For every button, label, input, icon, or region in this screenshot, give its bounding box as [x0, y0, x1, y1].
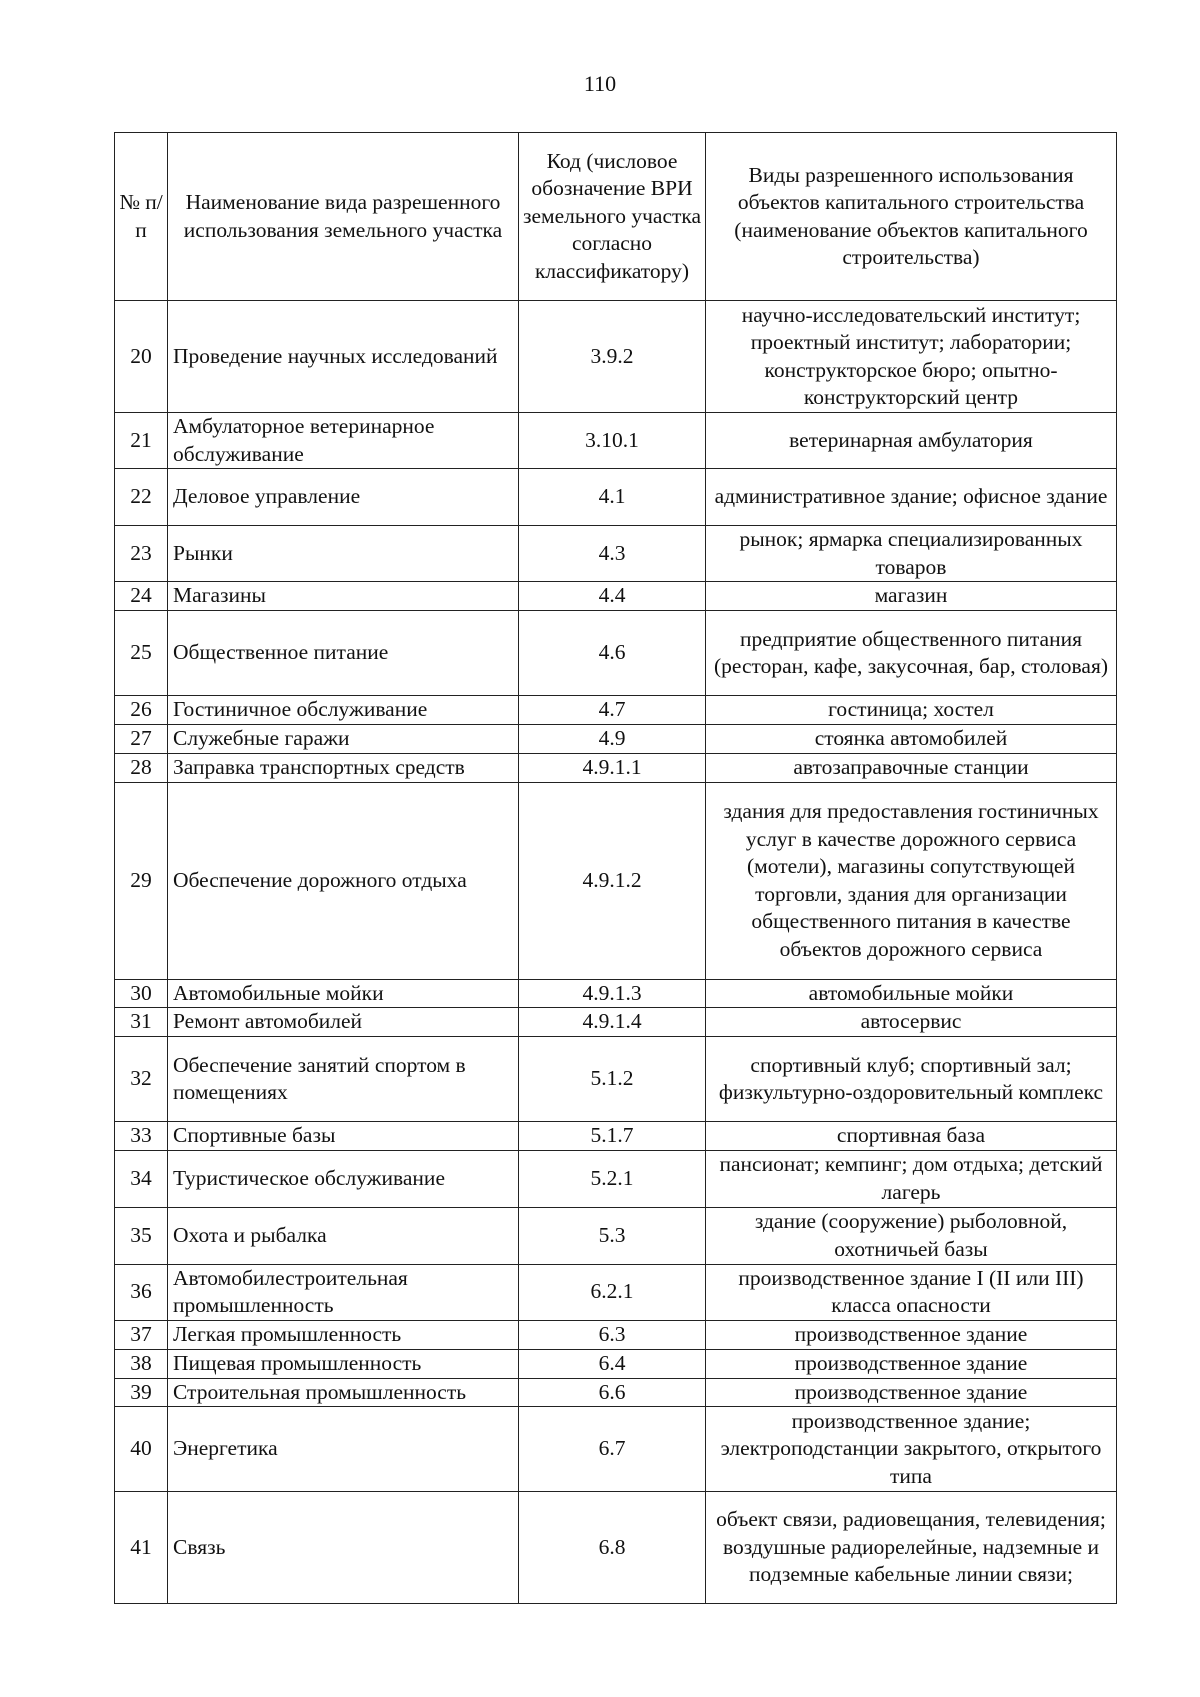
- row-code: 3.9.2: [519, 301, 706, 413]
- row-code: 6.3: [519, 1320, 706, 1349]
- row-num: 32: [115, 1037, 168, 1122]
- row-objects: стоянка автомобилей: [706, 724, 1117, 753]
- row-name: Рынки: [168, 526, 519, 582]
- table-row: [115, 301, 1117, 413]
- table-row: [115, 1349, 1117, 1378]
- row-code: 5.1.2: [519, 1037, 706, 1122]
- row-objects: автомобильные мойки: [706, 979, 1117, 1008]
- row-name: Служебные гаражи: [168, 724, 519, 753]
- table-row: [115, 696, 1117, 725]
- table-row: [115, 1407, 1117, 1492]
- row-objects: объект связи, радиовещания, телевидения; воздушные радиорелейные, надземные и подземные кабельные линии связи;: [706, 1492, 1117, 1604]
- row-name: Гостиничное обслуживание: [168, 696, 519, 725]
- row-name: Автомобильные мойки: [168, 979, 519, 1008]
- header-objects: Виды разрешенного использования объектов капитального строительства (наименование объектов капитального строительства): [706, 133, 1117, 301]
- row-num: 24: [115, 582, 168, 611]
- table-row: [115, 1378, 1117, 1407]
- row-name: Магазины: [168, 582, 519, 611]
- row-name: Охота и рыбалка: [168, 1207, 519, 1264]
- row-code: 4.9.1.4: [519, 1008, 706, 1037]
- row-num: 33: [115, 1122, 168, 1151]
- row-num: 34: [115, 1150, 168, 1207]
- row-name: Автомобилестроительная промышленность: [168, 1264, 519, 1320]
- table-row: [115, 979, 1117, 1008]
- row-objects: магазин: [706, 582, 1117, 611]
- row-code: 4.1: [519, 469, 706, 526]
- row-objects: административное здание; офисное здание: [706, 469, 1117, 526]
- row-code: 5.3: [519, 1207, 706, 1264]
- row-name: Заправка транспортных средств: [168, 753, 519, 782]
- header-code: Код (числовое обозначение ВРИ земельного участка согласно классификатору): [519, 133, 706, 301]
- row-num: 27: [115, 724, 168, 753]
- row-objects: спортивный клуб; спортивный зал; физкультурно-оздоровительный комплекс: [706, 1037, 1117, 1122]
- row-code: 6.4: [519, 1349, 706, 1378]
- row-num: 22: [115, 469, 168, 526]
- row-objects: производственное здание; электроподстанции закрытого, открытого типа: [706, 1407, 1117, 1492]
- row-name: Строительная промышленность: [168, 1378, 519, 1407]
- row-code: 4.9: [519, 724, 706, 753]
- row-num: 20: [115, 301, 168, 413]
- row-code: 6.8: [519, 1492, 706, 1604]
- row-objects: предприятие общественного питания (ресторан, кафе, закусочная, бар, столовая): [706, 611, 1117, 696]
- row-name: Общественное питание: [168, 611, 519, 696]
- table-row: [115, 1207, 1117, 1264]
- table-row: [115, 753, 1117, 782]
- row-code: 5.2.1: [519, 1150, 706, 1207]
- row-num: 37: [115, 1320, 168, 1349]
- row-num: 35: [115, 1207, 168, 1264]
- row-objects: ветеринарная амбулатория: [706, 413, 1117, 469]
- row-name: Спортивные базы: [168, 1122, 519, 1151]
- row-code: 4.4: [519, 582, 706, 611]
- row-name: Обеспечение занятий спортом в помещениях: [168, 1037, 519, 1122]
- row-objects: производственное здание: [706, 1378, 1117, 1407]
- table-row: [115, 1150, 1117, 1207]
- row-objects: рынок; ярмарка специализированных товаров: [706, 526, 1117, 582]
- row-objects: спортивная база: [706, 1122, 1117, 1151]
- table-row: [115, 1320, 1117, 1349]
- row-objects: научно-исследовательский институт; проектный институт; лаборатории; конструкторское бюро; опытно-конструкторский центр: [706, 301, 1117, 413]
- row-name: Проведение научных исследований: [168, 301, 519, 413]
- table-header-row: [115, 133, 1117, 301]
- row-num: 26: [115, 696, 168, 725]
- row-objects: гостиница; хостел: [706, 696, 1117, 725]
- table-row: [115, 724, 1117, 753]
- row-name: Пищевая промышленность: [168, 1349, 519, 1378]
- table-row: [115, 611, 1117, 696]
- land-use-table: [114, 132, 1117, 1604]
- row-objects: автозаправочные станции: [706, 753, 1117, 782]
- row-num: 28: [115, 753, 168, 782]
- row-code: 4.9.1.1: [519, 753, 706, 782]
- row-name: Амбулаторное ветеринарное обслуживание: [168, 413, 519, 469]
- header-num: № п/п: [115, 133, 168, 301]
- table-row: [115, 582, 1117, 611]
- row-name: Легкая промышленность: [168, 1320, 519, 1349]
- row-code: 3.10.1: [519, 413, 706, 469]
- table-body: [115, 301, 1117, 1604]
- row-name: Связь: [168, 1492, 519, 1604]
- row-objects: здания для предоставления гостиничных услуг в качестве дорожного сервиса (мотели), магазины сопутствующей торговли, здания для организации общественного питания в качестве объектов дорожного сервиса: [706, 782, 1117, 979]
- row-num: 21: [115, 413, 168, 469]
- row-code: 6.2.1: [519, 1264, 706, 1320]
- row-num: 23: [115, 526, 168, 582]
- table-row: [115, 1264, 1117, 1320]
- header-name: Наименование вида разрешенного использования земельного участка: [168, 133, 519, 301]
- row-code: 4.3: [519, 526, 706, 582]
- row-objects: пансионат; кемпинг; дом отдыха; детский лагерь: [706, 1150, 1117, 1207]
- row-objects: производственное здание I (II или III) класса опасности: [706, 1264, 1117, 1320]
- row-num: 38: [115, 1349, 168, 1378]
- row-name: Деловое управление: [168, 469, 519, 526]
- row-code: 4.9.1.2: [519, 782, 706, 979]
- row-objects: автосервис: [706, 1008, 1117, 1037]
- row-objects: производственное здание: [706, 1320, 1117, 1349]
- row-code: 4.7: [519, 696, 706, 725]
- table-row: [115, 413, 1117, 469]
- table-row: [115, 1037, 1117, 1122]
- row-name: Туристическое обслуживание: [168, 1150, 519, 1207]
- row-num: 25: [115, 611, 168, 696]
- table-row: [115, 526, 1117, 582]
- row-num: 41: [115, 1492, 168, 1604]
- row-name: Обеспечение дорожного отдыха: [168, 782, 519, 979]
- row-num: 39: [115, 1378, 168, 1407]
- page-number: 110: [583, 71, 617, 96]
- row-code: 6.6: [519, 1378, 706, 1407]
- row-code: 4.6: [519, 611, 706, 696]
- row-code: 4.9.1.3: [519, 979, 706, 1008]
- table-row: [115, 1008, 1117, 1037]
- table-row: [115, 1492, 1117, 1604]
- row-name: Энергетика: [168, 1407, 519, 1492]
- row-objects: здание (сооружение) рыболовной, охотничьей базы: [706, 1207, 1117, 1264]
- row-code: 5.1.7: [519, 1122, 706, 1151]
- row-num: 29: [115, 782, 168, 979]
- row-num: 30: [115, 979, 168, 1008]
- row-code: 6.7: [519, 1407, 706, 1492]
- row-num: 31: [115, 1008, 168, 1037]
- row-num: 40: [115, 1407, 168, 1492]
- row-name: Ремонт автомобилей: [168, 1008, 519, 1037]
- table-row: [115, 1122, 1117, 1151]
- row-num: 36: [115, 1264, 168, 1320]
- table-row: [115, 469, 1117, 526]
- row-objects: производственное здание: [706, 1349, 1117, 1378]
- table-row: [115, 782, 1117, 979]
